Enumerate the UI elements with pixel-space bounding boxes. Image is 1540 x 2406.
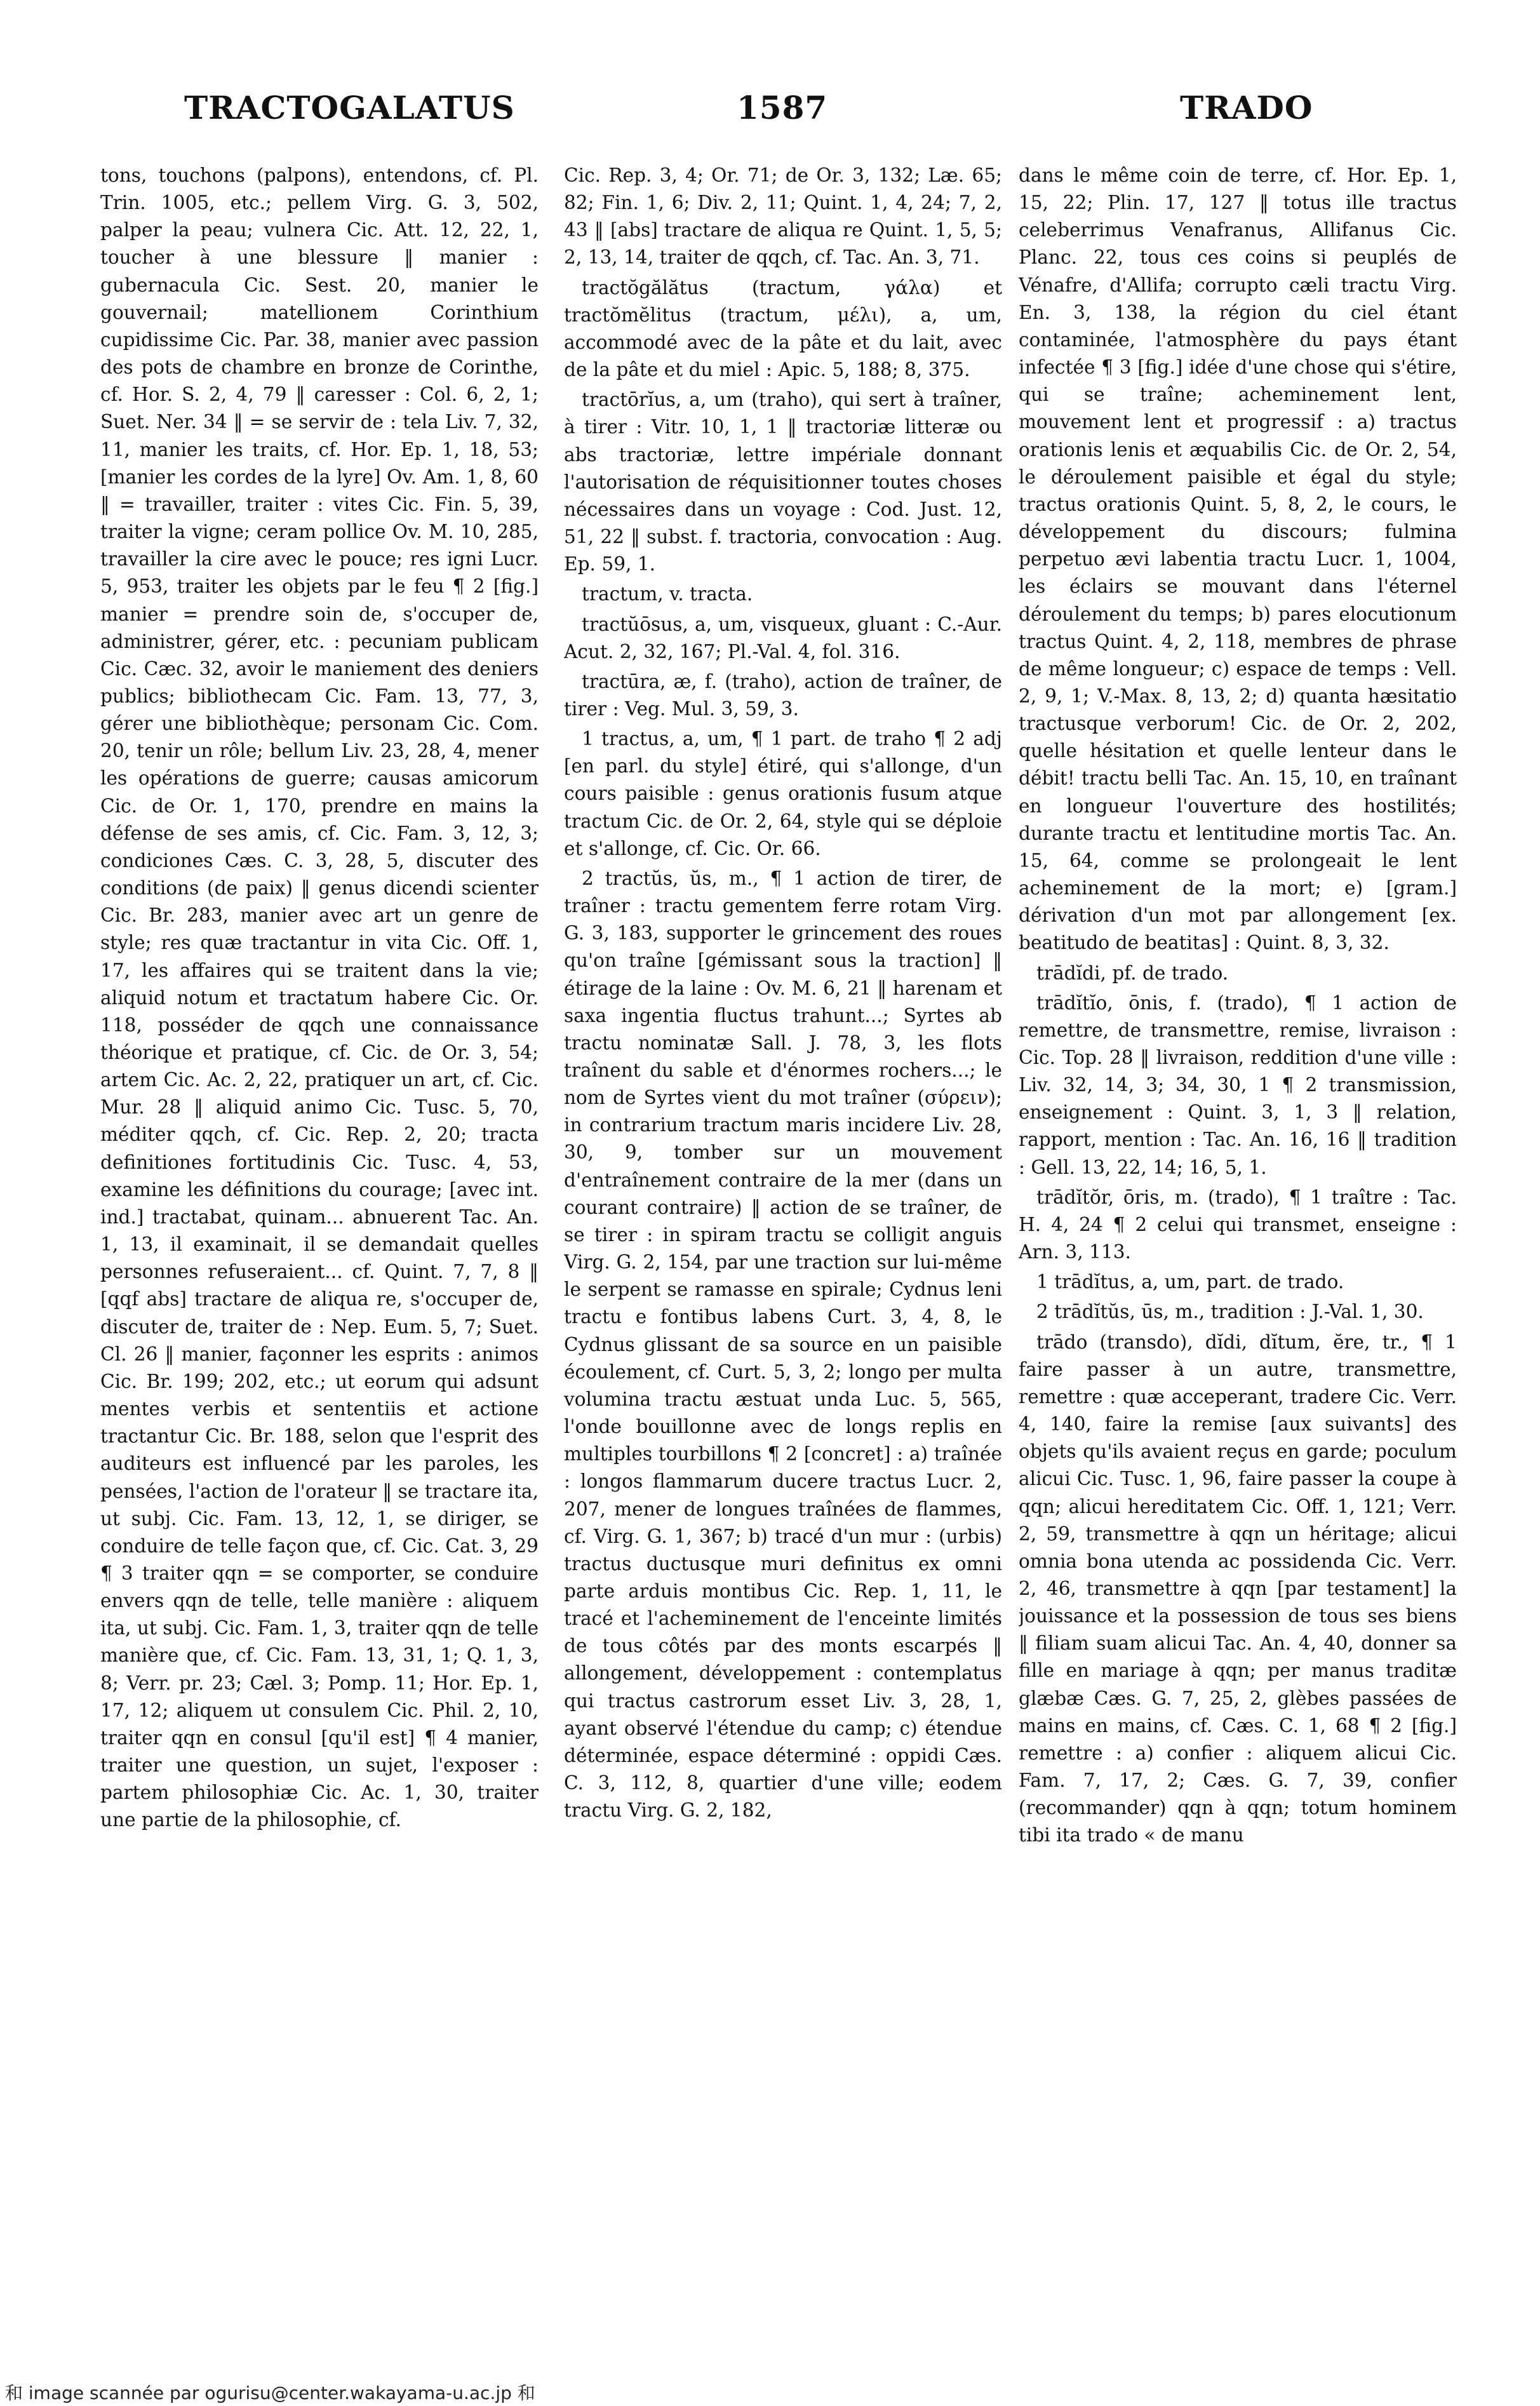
entry-tractura: tractūra, æ, f. (traho), action de traîner, de tirer : Veg. Mul. 3, 59, 3. <box>564 670 1002 720</box>
entry-traditus-2: 2 trādĭtŭs, ūs, m., tradition : J.-Val. 1, 30. <box>1036 1301 1424 1323</box>
entry-paragraph: dans le même coin de terre, cf. Hor. Ep. 1, 15, 22; Plin. 17, 127 ‖ totus ille tractus celeberrimus Venafranus, Allifanus Cic. Planc. 22, tous ces coins si peuplés de Vénafre, d'Allifa; corrupto cæli tractu Virg. En. 3, 138, la région du ciel étant contaminée, l'atmosphère du pays étant infectée ¶ 3 [fig.] idée d'une chose qui s'étire, qui se traîne; acheminement lent, mouvement lent et progressif : a) tractus orationis lenis et æquabilis Cic. de Or. 2, 54, le déroulement paisible et égal du style; tractus orationis Quint. 5, 8, 2, le cours, le développement du discours; fulmina perpetuo ævi labentia tractu Lucr. 1, 1004, les éclairs se mouvant dans l'éternel déroulement du temps; b) pares elocutionum tractus Quint. 4, 2, 118, membres de phrase de même longueur; c) espace de temps : Vell. 2, 9, 1; V.-Max. 8, 13, 2; d) quanta hæsitatio tractusque verborum! Cic. de Or. 2, 202, quelle hésitation et quelle lenteur dans le débit! tractu belli Tac. An. 15, 10, en traînant en longueur l'ouverture des hostilités; durante tractu et lentitudine mortis Tac. An. 15, 64, comme se prolongeait le lent acheminement de la mort; e) [gram.] dérivation d'un mot par allongement [ex. beatitudo de beatitas] : Quint. 8, 3, 32. <box>1019 165 1457 954</box>
entry-tractum: tractum, v. tracta. <box>582 583 753 605</box>
column-2 <box>564 162 1002 2353</box>
column-3 <box>1019 162 1457 2353</box>
header-right-word: TRADO <box>1180 89 1313 126</box>
page-number: 1587 <box>737 89 828 126</box>
entry-tradidi: trādĭdi, pf. de trado. <box>1036 962 1229 984</box>
entry-tractorius: tractōrĭus, a, um (traho), qui sert à traîner, à tirer : Vitr. 10, 1, 1 ‖ tractoriæ litteræ ou abs tractoriæ, lettre impériale donnant l'autorisation de réquisitionner toutes choses nécessaires dans un voyage : Cod. Just. 12, 51, 22 ‖ subst. f. tractoria, convocation : Aug. Ep. 59, 1. <box>564 389 1002 575</box>
entry-tractus-1: 1 tractus, a, um, ¶ 1 part. de traho ¶ 2 adj [en parl. du style] étiré, qui s'allonge, d'un cours paisible : genus orationis fusum atque tractum Cic. de Or. 2, 64, style qui se déploie et s'allonge, cf. Cic. Or. 66. <box>564 728 1002 859</box>
header-left-word: TRACTOGALATUS <box>184 89 515 126</box>
entry-traditio: trādĭtĭo, ōnis, f. (trado), ¶ 1 action de remettre, de transmettre, remise, livraison : Cic. Top. 28 ‖ livraison, reddition d'une ville : Liv. 32, 14, 3; 34, 30, 1 ¶ 2 transmission, enseignement : Quint. 3, 1, 3 ‖ relation, rapport, mention : Tac. An. 16, 16 ‖ tradition : Gell. 13, 22, 14; 16, 5, 1. <box>1019 991 1457 1178</box>
entry-trado: trādo (transdo), dĭdi, dĭtum, ĕre, tr., ¶ 1 faire passer à un autre, transmettre, remettre : quæ acceperant, tradere Cic. Verr. 4, 140, faire la remise [aux suivants] des objets qu'ils avaient reçus en garde; poculum alicui Cic. Tusc. 1, 96, faire passer la coupe à qqn; alicui hereditatem Cic. Off. 1, 121; Verr. 2, 59, transmettre à qqn un héritage; alicui omnia bona utenda ac possidenda Cic. Verr. 2, 46, transmettre à qqn [par testament] la jouissance et la possession de tous ses biens ‖ filiam suam alicui Tac. An. 4, 40, donner sa fille en mariage à qqn; per manus traditæ glæbæ Cæs. G. 7, 25, 2, glèbes passées de mains en mains, cf. Cæs. C. 1, 68 ¶ 2 [fig.] remettre : a) confier : aliquem alicui Cic. Fam. 7, 17, 2; Cæs. G. 7, 39, confier (recommander) qqn à qqn; totum hominem tibi ita trado « de manu <box>1019 1331 1457 1846</box>
scan-credit: 和 image scannée par ogurisu@center.wakayama-u.ac.jp 和 <box>5 2382 535 2403</box>
entry-tractogalatus: tractŏgălătus (tractum, γάλα) et tractŏmĕlitus (tractum, μέλι), a, um, accommodé avec de la pâte et du lait, avec de la pâte et du miel : Apic. 5, 188; 8, 375. <box>564 276 1002 381</box>
entry-tractus-2: 2 tractŭs, ŭs, m., ¶ 1 action de tirer, de traîner : tractu gementem ferre rotam Virg. G. 3, 183, supporter le grincement des roues qu'on traîne [gémissant sous la traction] ‖ étirage de la laine : Ov. M. 6, 21 ‖ harenam et saxa ingentia fluctus trahunt...; Syrtes ab tractu nominatæ Sall. J. 78, 3, les flots traînent du sable et d'énormes rochers...; le nom de Syrtes vient du mot traîner (σύρειν); in contrarium tractum maris incidere Liv. 28, 30, 9, tomber sur un mouvement d'entraînement contraire de la mer (dans un courant contraire) ‖ action de se traîner, de se tirer : in spiram tractu se colligit anguis Virg. G. 2, 154, par une traction sur lui-même le serpent se ramasse en spirale; Cydnus leni tractu e fontibus labens Curt. 3, 4, 8, le Cydnus glissant de sa source en un paisible écoulement, cf. Curt. 5, 3, 2; longo per multa volumina tractu æstuat unda Luc. 5, 565, l'onde bouillonne avec de longs replis en multiples tourbillons ¶ 2 [concret] : a) traînée : longos flammarum ducere tractus Lucr. 2, 207, mener de longues traînées de flammes, cf. Virg. G. 1, 367; b) tracé d'un mur : (urbis) tractus ductusque muri definitus ex omni parte arduis montibus Cic. Rep. 1, 11, le tracé et l'acheminement de l'enceinte limités de tous côtés par des monts escarpés ‖ allongement, développement : contemplatus qui tractus castrorum esset Liv. 3, 28, 1, ayant observé l'étendue du camp; c) étendue déterminée, espace déterminé : oppidi Cæs. C. 3, 112, 8, quartier d'une ville; eodem tractu Virg. G. 2, 182, <box>564 867 1002 1822</box>
running-header <box>0 89 1540 140</box>
column-1 <box>100 162 539 2353</box>
entry-paragraph: tons, touchons (palpons), entendons, cf. Pl. Trin. 1005, etc.; pellem Virg. G. 3, 502, palper la peau; vulnera Cic. Att. 12, 22, 1, toucher à une blessure ‖ manier : gubernacula Cic. Sest. 20, manier le gouvernail; matellionem Corinthium cupidissime Cic. Par. 38, manier avec passion des pots de chambre en bronze de Corinthe, cf. Hor. S. 2, 4, 79 ‖ caresser : Col. 6, 2, 1; Suet. Ner. 34 ‖ = se servir de : tela Liv. 7, 32, 11, manier les traits, cf. Hor. Ep. 1, 18, 53; [manier les cordes de la lyre] Ov. Am. 1, 8, 60 ‖ = travailler, traiter : vites Cic. Fin. 5, 39, traiter la vigne; ceram pollice Ov. M. 10, 285, travailler la cire avec le pouce; res igni Lucr. 5, 953, traiter les objets par le feu ¶ 2 [fig.] manier = prendre soin de, s'occuper de, administrer, gérer, etc. : pecuniam publicam Cic. Cæc. 32, avoir le maniement des deniers publics; bibliothecam Cic. Fam. 13, 77, 3, gérer une bibliothèque; personam Cic. Com. 20, tenir un rôle; bellum Liv. 23, 28, 4, mener les opérations de guerre; causas amicorum Cic. de Or. 1, 170, prendre en mains la défense de ses amis, cf. Cic. Fam. 3, 12, 3; condiciones Cæs. C. 3, 28, 5, discuter des conditions (de paix) ‖ genus dicendi scienter Cic. Br. 283, manier avec art un genre de style; res quæ tractantur in vita Cic. Off. 1, 17, les affaires qui se traitent dans la vie; aliquid notum et tractatum habere Cic. Or. 118, posséder de qqch une connaissance théorique et pratique, cf. Cic. de Or. 3, 54; artem Cic. Ac. 2, 22, pratiquer un art, cf. Cic. Mur. 28 ‖ aliquid animo Cic. Tusc. 5, 70, méditer qqch, cf. Cic. Rep. 2, 20; tracta definitiones fortitudinis Cic. Tusc. 4, 53, examine les définitions du courage; [avec int. ind.] tractabat, quinam... abnuerent Tac. An. 1, 13, il examinait, il se demandait quelles personnes refuseraient... cf. Quint. 7, 7, 8 ‖ [qqf abs] tractare de aliqua re, s'occuper de, discuter de, traiter de : Nep. Eum. 5, 7; Suet. Cl. 26 ‖ manier, façonner les esprits : animos Cic. Br. 199; 202, etc.; ut eorum qui adsunt mentes verbis et sententiis et actione tractantur Cic. Br. 188, selon que l'esprit des auditeurs est influencé par les paroles, les pensées, l'action de l'orateur ‖ se tractare ita, ut subj. Cic. Fam. 13, 12, 1, se diriger, se conduire de telle façon que, cf. Cic. Cat. 3, 29 ¶ 3 traiter qqn = se comporter, se conduire envers qqn de telle, telle manière : aliquem ita, ut subj. Cic. Fam. 1, 3, traiter qqn de telle manière que, cf. Cic. Fam. 13, 31, 1; Q. 1, 3, 8; Verr. pr. 23; Cæl. 3; Pomp. 11; Hor. Ep. 1, 17, 12; aliquem ut consulem Cic. Phil. 2, 10, traiter qqn en consul [qu'il est] ¶ 4 manier, traiter une question, un sujet, l'exposer : partem philosophiæ Cic. Ac. 1, 30, traiter une partie de la philosophie, cf. <box>100 165 539 1831</box>
entry-tractuosus: tractŭōsus, a, um, visqueux, gluant : C.-Aur. Acut. 2, 32, 167; Pl.-Val. 4, fol. 316. <box>564 613 1002 662</box>
entry-paragraph: Cic. Rep. 3, 4; Or. 71; de Or. 3, 132; Læ. 65; 82; Fin. 1, 6; Div. 2, 11; Quint. 1, 4, 24; 7, 2, 43 ‖ [abs] tractare de aliqua re Quint. 1, 5, 5; 2, 13, 14, traiter de qqch, cf. Tac. An. 3, 71. <box>564 165 1002 269</box>
entry-traditor: trādĭtŏr, ōris, m. (trado), ¶ 1 traître : Tac. H. 4, 24 ¶ 2 celui qui transmet, enseigne : Arn. 3, 113. <box>1019 1186 1457 1263</box>
entry-traditus-1: 1 trādĭtus, a, um, part. de trado. <box>1036 1271 1344 1293</box>
